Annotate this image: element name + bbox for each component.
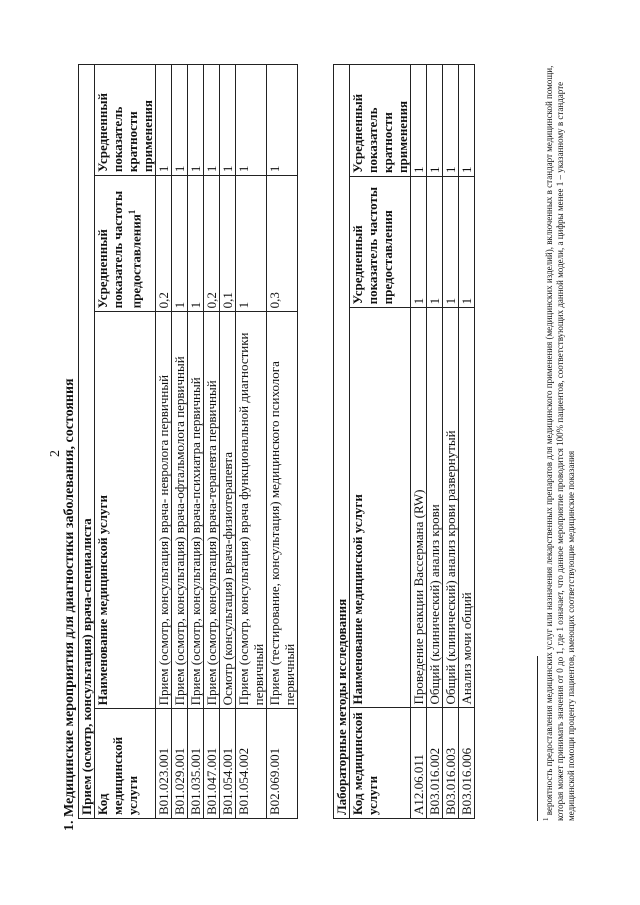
cell-name: Осмотр (консультация) врача-физиотерапевта [220, 312, 236, 709]
header-frequency-text: Усредненный показатель частоты предоставления [95, 190, 144, 309]
cell-code: B01.035.001 [188, 709, 204, 819]
footnote-mark: 1 [542, 817, 550, 821]
section-title: 1. Медицинские мероприятия для диагностики заболевания, состояния [62, 378, 77, 831]
footnote-divider [537, 656, 538, 821]
cell-frequency: 1 [459, 177, 475, 308]
header-frequency: Усредненный показатель частоты предоставления [350, 177, 411, 308]
cell-name: Общий (клинический) анализ крови [427, 308, 443, 708]
cell-frequency: 1 [411, 177, 427, 308]
page-number: 2 [48, 450, 63, 457]
table-row [427, 65, 443, 819]
cell-frequency: 0,3 [267, 176, 298, 312]
cell-code: B01.047.001 [204, 709, 220, 819]
cell-code: B01.054.002 [236, 709, 267, 819]
cell-multiplicity: 1 [204, 65, 220, 176]
table-row [236, 65, 267, 819]
cell-frequency: 1 [427, 177, 443, 308]
table-header-row [350, 65, 411, 819]
header-name: Наименование медицинской услуги [95, 312, 156, 709]
cell-name: Прием (осмотр, консультация) врача- невролога первичный [156, 312, 172, 709]
header-code: Код медицинской услуги [350, 708, 411, 819]
cell-code: A12.06.011 [411, 708, 427, 819]
cell-multiplicity: 1 [156, 65, 172, 176]
cell-code: B01.054.001 [220, 709, 236, 819]
header-frequency [95, 176, 156, 312]
cell-frequency: 1 [172, 176, 188, 312]
footnote-marker: 1 [127, 209, 137, 215]
cell-name: Прием (тестирование, консультация) медицинского психолога первичный [267, 312, 298, 709]
cell-multiplicity: 1 [236, 65, 267, 176]
header-code: Код медицинской услуги [95, 709, 156, 819]
table-row [411, 65, 427, 819]
cell-code: B03.016.006 [459, 708, 475, 819]
cell-name: Прием (осмотр, консультация) врача-терапевта первичный [204, 312, 220, 709]
cell-code: B01.023.001 [156, 709, 172, 819]
header-name: Наименование медицинской услуги [350, 308, 411, 708]
table-header-row [95, 65, 156, 819]
cell-name: Прием (осмотр, консультация) врача-психиатра первичный [188, 312, 204, 709]
table-row [267, 65, 298, 819]
cell-frequency: 0,1 [220, 176, 236, 312]
table-row [443, 65, 459, 819]
cell-frequency: 0,2 [156, 176, 172, 312]
table-row [220, 65, 236, 819]
cell-code: B03.016.003 [443, 708, 459, 819]
cell-name: Прием (осмотр, консультация) врача функциональной диагностики первичный [236, 312, 267, 709]
cell-multiplicity: 1 [443, 65, 459, 177]
table-subtitle: Лабораторные методы исследования [334, 65, 350, 819]
laboratory-tests-table [333, 64, 475, 819]
cell-name: Анализ мочи общий [459, 308, 475, 708]
specialist-consultations-table [78, 64, 298, 819]
cell-code: B01.029.001 [172, 709, 188, 819]
cell-multiplicity: 1 [220, 65, 236, 176]
cell-name: Прием (осмотр, консультация) врача-офтальмолога первичный [172, 312, 188, 709]
cell-code: B02.069.001 [267, 709, 298, 819]
footnote [541, 61, 577, 821]
table-row [172, 65, 188, 819]
table-subtitle-row [334, 65, 350, 819]
cell-multiplicity: 1 [172, 65, 188, 176]
cell-multiplicity: 1 [188, 65, 204, 176]
cell-multiplicity: 1 [459, 65, 475, 177]
footnote-text: вероятность предоставления медицинских услуг или назначения лекарственных препаратов для медицинского применения (медицинских изделий), включенных в стандарт медицинской помощи, которая может принимать значения от 0 до 1, где 1 означает, что данное мероприятие проводится 100% пациентов, соответствующих данной модели, а цифры менее 1 – указанному в стандарте медицинской помощи проценту пациентов, имеющих соответствующие медицинские показания [544, 65, 576, 821]
cell-name: Проведение реакции Вассермана (RW) [411, 308, 427, 708]
table-row [204, 65, 220, 819]
cell-frequency: 1 [443, 177, 459, 308]
table-row [188, 65, 204, 819]
table-subtitle: Прием (осмотр, консультация) врача-специалиста [79, 65, 95, 819]
table-row [156, 65, 172, 819]
table-subtitle-row [79, 65, 95, 819]
cell-multiplicity: 1 [411, 65, 427, 177]
cell-frequency: 0,2 [204, 176, 220, 312]
header-multiplicity: Усредненный показатель кратности применения [95, 65, 156, 176]
cell-frequency: 1 [236, 176, 267, 312]
cell-multiplicity: 1 [427, 65, 443, 177]
header-multiplicity: Усредненный показатель кратности применения [350, 65, 411, 177]
table-row [459, 65, 475, 819]
cell-multiplicity: 1 [267, 65, 298, 176]
cell-code: B03.016.002 [427, 708, 443, 819]
cell-name: Общий (клинический) анализ крови развернутый [443, 308, 459, 708]
cell-frequency: 1 [188, 176, 204, 312]
